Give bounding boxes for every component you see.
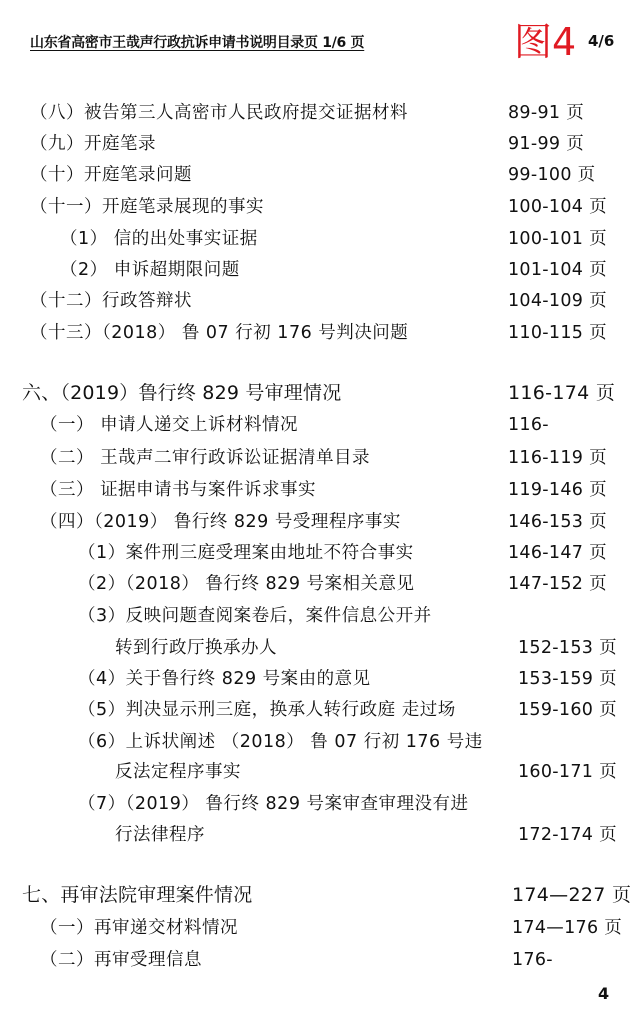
toc-entry-title: 七、再审法院审理案件情况 [22, 884, 253, 906]
toc-entry [0, 538, 640, 568]
toc-entry-title: （十一）开庭笔录展现的事实 [30, 197, 264, 217]
toc-entry-title: （二）再审受理信息 [40, 950, 202, 970]
toc-entry-pages: 146-153 页 [508, 512, 607, 532]
toc-entry [0, 695, 640, 725]
toc-entry-pages: 110-115 页 [508, 323, 607, 343]
toc-entry [0, 318, 640, 348]
toc-entry-title: （一） 申请人递交上诉材料情况 [40, 415, 299, 435]
toc-entry-title: （八）被告第三人高密市人民政府提交证据材料 [30, 103, 408, 123]
toc-entry [0, 727, 640, 757]
toc-entry-pages: 146-147 页 [508, 543, 607, 563]
toc-entry-title: 六、（2019）鲁行终 829 号审理情况 [22, 382, 342, 404]
toc-entry-title: （二） 王哉声二审行政诉讼证据清单目录 [40, 448, 371, 468]
toc-entry-pages: 174—176 页 [512, 918, 623, 938]
toc-entry [0, 129, 640, 159]
toc-entry-pages: 89-91 页 [508, 103, 585, 123]
toc-entry-pages: 104-109 页 [508, 291, 607, 311]
toc-entry [0, 664, 640, 694]
toc-entry-pages: 116- [508, 415, 549, 435]
toc-entry-title: （6）上诉状阐述 （2018） 鲁 07 行初 176 号违 [78, 732, 483, 752]
toc-entry [0, 945, 640, 975]
toc-entry [0, 757, 640, 787]
toc-entry-pages: 116-119 页 [508, 448, 607, 468]
toc-entry-pages: 147-152 页 [508, 574, 607, 594]
toc-entry-title: 反法定程序事实 [115, 762, 241, 782]
toc-entry [0, 601, 640, 631]
toc-entry-pages: 159-160 页 [518, 700, 617, 720]
toc-entry [0, 443, 640, 473]
toc-entry-title: （四）（2019） 鲁行终 829 号受理程序事实 [40, 512, 401, 532]
toc-entry-pages: 100-101 页 [508, 229, 607, 249]
toc-entry-pages: 152-153 页 [518, 638, 617, 658]
toc-entry-pages: 119-146 页 [508, 480, 607, 500]
toc-entry-title: （2） 申诉超期限问题 [60, 260, 240, 280]
toc-entry [0, 255, 640, 285]
toc-entry [0, 192, 640, 222]
toc-entry [0, 913, 640, 943]
toc-entry-title: （3）反映问题查阅案卷后，案件信息公开并 [78, 606, 432, 626]
toc-entry-title: （1）案件刑三庭受理案由地址不符合事实 [78, 543, 414, 563]
toc-entry-title: （4）关于鲁行终 829 号案由的意见 [78, 669, 371, 689]
toc-entry-pages: 116-174 页 [508, 382, 616, 404]
toc-entry-pages: 99-100 页 [508, 165, 596, 185]
toc-entry [0, 410, 640, 440]
toc-entry-pages: 160-171 页 [518, 762, 617, 782]
toc-entry-title: （5）判决显示刑三庭，换承人转行政庭 走过场 [78, 700, 456, 720]
toc-entry-title: （三） 证据申请书与案件诉求事实 [40, 480, 317, 500]
toc-entry-title: 转到行政厅换承办人 [115, 638, 277, 658]
toc-entry-pages: 172-174 页 [518, 825, 617, 845]
header-title: 山东省高密市王哉声行政抗诉申请书说明目录页 1/6 页 [30, 35, 365, 51]
toc-entry-title: （2）（2018） 鲁行终 829 号案相关意见 [78, 574, 415, 594]
toc-entry [0, 286, 640, 316]
toc-entry-title: （十二）行政答辩状 [30, 291, 192, 311]
toc-entry-title: （十三）（2018） 鲁 07 行初 176 号判决问题 [30, 323, 409, 343]
page-number: 4 [598, 984, 610, 1003]
toc-entry-pages: 174—227 页 [512, 884, 632, 906]
toc-entry-title: 行法律程序 [115, 825, 205, 845]
header-page-fraction: 4/6 [588, 32, 615, 50]
toc-section-heading [0, 378, 640, 408]
toc-entry [0, 789, 640, 819]
figure-label: 图4 [514, 20, 577, 64]
toc-entry [0, 569, 640, 599]
toc-entry-pages: 101-104 页 [508, 260, 607, 280]
toc-entry [0, 98, 640, 128]
toc-entry-title: （1） 信的出处事实证据 [60, 229, 258, 249]
toc-entry-pages: 100-104 页 [508, 197, 607, 217]
toc-entry [0, 160, 640, 190]
toc-entry-title: （一）再审递交材料情况 [40, 918, 238, 938]
toc-entry-title: （7）（2019） 鲁行终 829 号案审查审理没有进 [78, 794, 469, 814]
toc-section-heading [0, 880, 640, 910]
toc-entry [0, 820, 640, 850]
toc-entry [0, 475, 640, 505]
toc-entry [0, 224, 640, 254]
toc-entry-pages: 176- [512, 950, 553, 970]
toc-entry-pages: 91-99 页 [508, 134, 585, 154]
toc-entry [0, 507, 640, 537]
toc-entry-title: （九）开庭笔录 [30, 134, 156, 154]
toc-entry-pages: 153-159 页 [518, 669, 617, 689]
page-header [30, 20, 620, 64]
toc-entry [0, 633, 640, 663]
toc-entry-title: （十）开庭笔录问题 [30, 165, 192, 185]
